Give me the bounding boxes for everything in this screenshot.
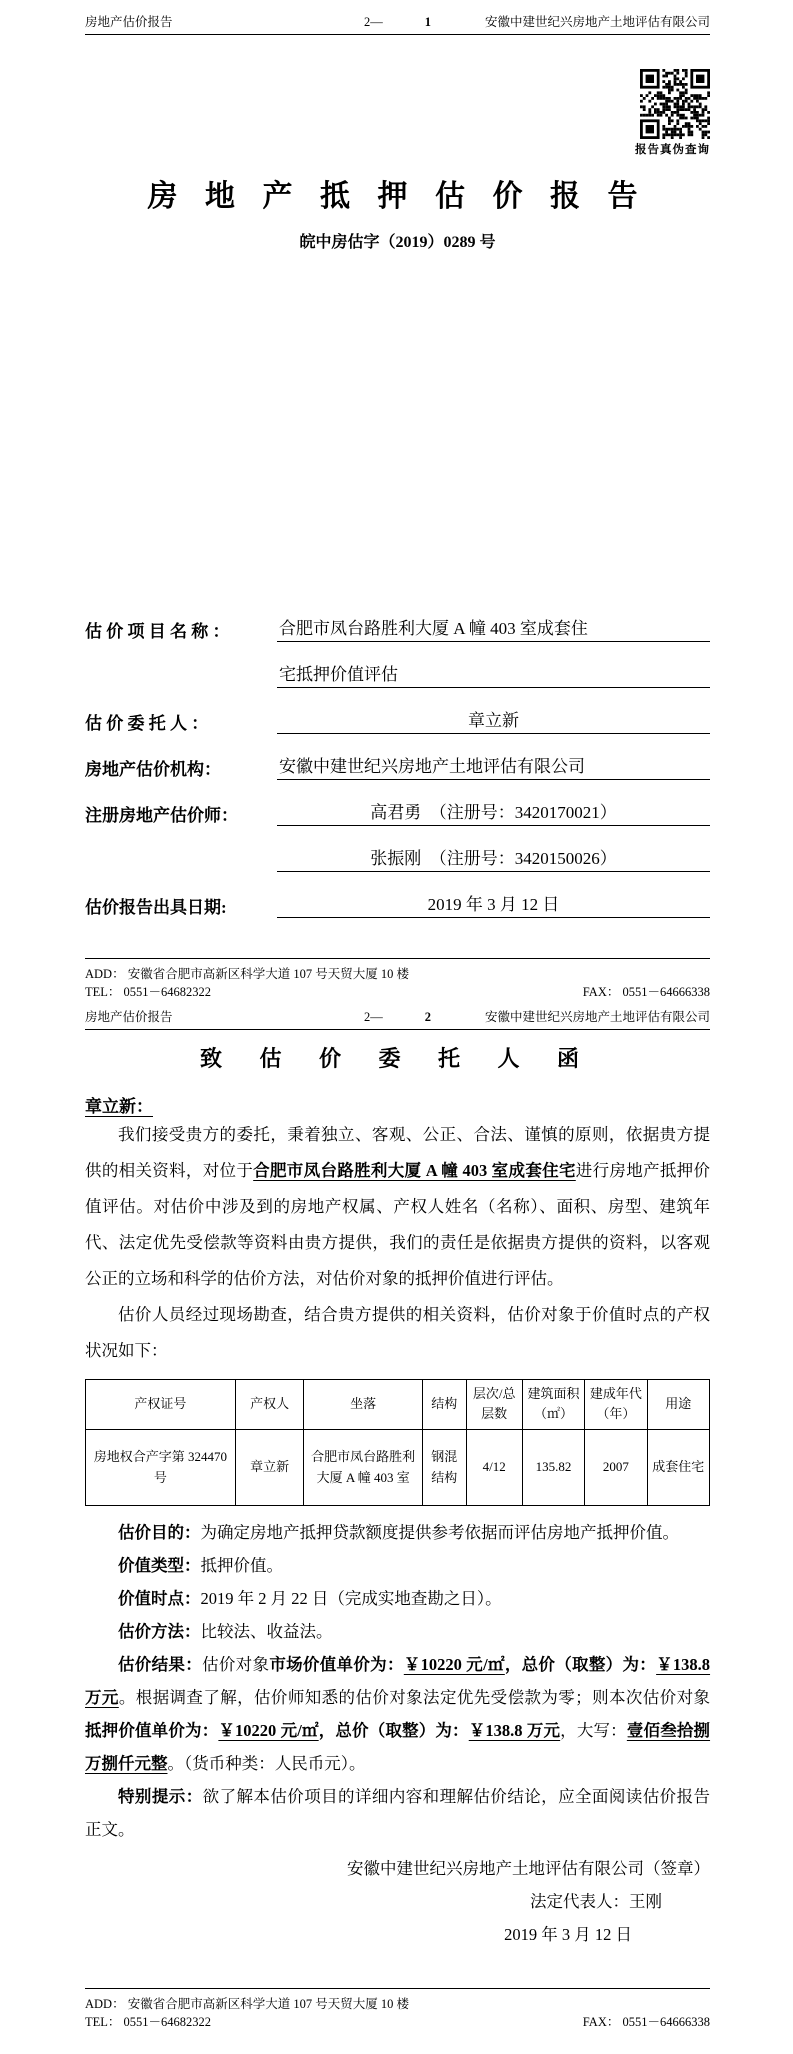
field-client [85, 696, 710, 734]
field-value: 高君勇 （注册号：3420170021） [277, 798, 710, 826]
field-value: 宅抵押价值评估 [277, 660, 710, 688]
ownership-table [85, 1379, 710, 1507]
report-number: 皖中房估字（2019）0289 号 [299, 234, 496, 251]
page-indicator [364, 15, 431, 30]
footer-address: ADD： 安徽省合肥市高新区科学大道 107 号天贸大厦 10 楼 [85, 967, 409, 981]
th-area: 建筑面积（㎡） [522, 1379, 584, 1430]
field-label: 注册房地产估价师： [85, 806, 238, 825]
th-structure: 结构 [422, 1379, 466, 1430]
field-project-name-cont [85, 650, 710, 688]
item-method: 估价方法：比较法、收益法。 [118, 1622, 333, 1642]
cell-location: 合肥市凤台路胜利大厦 A 幢 403 室 [304, 1430, 423, 1506]
footer-tel: TEL： 0551－64682322 [85, 985, 212, 1000]
field-label: 估价报告出具日期: [85, 898, 227, 917]
table-row [86, 1430, 710, 1506]
th-owner: 产权人 [235, 1379, 304, 1430]
doc-type-label: 房地产估价报告 [85, 15, 173, 29]
appraisal-items [85, 1516, 710, 1846]
signature-block [85, 1852, 710, 1951]
field-value: 章立新 [277, 706, 710, 734]
amount-in-words: 壹佰叁拾捌万捌仟元整 [85, 1721, 711, 1774]
letter-title: 致 估 价 委 托 人 函 [199, 1046, 595, 1072]
page1-footer [85, 958, 710, 1001]
th-floor: 层次/总层数 [466, 1379, 522, 1430]
cell-owner: 章立新 [235, 1430, 304, 1506]
cell-year-built: 2007 [585, 1430, 647, 1506]
qr-code [640, 69, 710, 139]
total-price-value: ￥138.8 万元 [85, 1655, 711, 1708]
table-header-row [86, 1379, 710, 1430]
cover-form [85, 604, 710, 918]
page1-running-header [85, 12, 710, 35]
field-value: 2019 年 3 月 12 日 [277, 890, 710, 918]
paragraph-survey: 估价人员经过现场勘查，结合贵方提供的相关资料，估价对象于价值时点的产权状况如下： [85, 1304, 710, 1360]
signature-legal-rep: 法定代表人：王刚 [530, 1892, 662, 1912]
page2-running-header [85, 1007, 710, 1030]
salutation: 章立新： [85, 1096, 153, 1116]
cell-structure: 钢混结构 [422, 1430, 466, 1506]
page2-footer [85, 1988, 710, 2031]
cell-area: 135.82 [522, 1430, 584, 1506]
mortgage-unit-price-value: ￥10220 元/㎡ [218, 1721, 319, 1741]
cell-use: 成套住宅 [647, 1430, 709, 1506]
field-project-name [85, 604, 710, 642]
th-location: 坐落 [304, 1379, 423, 1430]
subject-property-highlight: 合肥市凤台路胜利大厦 A 幢 403 室成套住宅 [253, 1160, 576, 1180]
field-value: 合肥市凤台路胜利大厦 A 幢 403 室成套住 [277, 614, 710, 642]
th-certificate-no: 产权证号 [86, 1379, 236, 1430]
footer-fax: FAX： 0551－64666338 [582, 985, 710, 1000]
mortgage-total-price-value: ￥138.8 万元 [468, 1721, 561, 1741]
paragraph-commission: 我们接受贵方的委托，秉着独立、客观、公正、合法、谨慎的原则，依据贵方提供的相关资料，对位于合肥市凤台路胜利大厦 A 幢 403 室成套住宅进行房地产抵押价值评估。对估价中涉及到的房地产权属、产权人姓名（名称）、面积、房型、建筑年代、法定优先受偿款等资料由贵方提供，我们的责任是依据贵方提供的资料，以客观公正的立场和科学的估价方法，对估价对象的抵押价值进行评估。 [85, 1124, 711, 1288]
item-value-type: 价值类型：抵押价值。 [118, 1556, 283, 1576]
unit-price-value: ￥10220 元/㎡ [403, 1655, 505, 1675]
field-appraiser-2 [85, 834, 710, 872]
company-label: 安徽中建世纪兴房地产土地评估有限公司 [484, 15, 710, 29]
company-label: 安徽中建世纪兴房地产土地评估有限公司 [484, 1010, 710, 1025]
footer-fax: FAX： 0551－64666338 [582, 2015, 710, 2030]
field-value: 安徽中建世纪兴房地产土地评估有限公司 [277, 752, 710, 780]
th-year-built: 建成年代（年） [585, 1379, 647, 1430]
item-value-date: 价值时点：2019 年 2 月 22 日（完成实地查勘之日）。 [118, 1589, 502, 1609]
qr-caption: 报告真伪查询 [635, 144, 710, 156]
special-note: 特别提示：欲了解本估价项目的详细内容和理解估价结论，应全面阅读估价报告正文。 [85, 1787, 711, 1840]
item-purpose: 估价目的：为确定房地产抵押贷款额度提供参考依据而评估房地产抵押价值。 [118, 1523, 679, 1543]
footer-contact-row [85, 2013, 710, 2031]
field-issue-date [85, 880, 710, 918]
footer-tel: TEL： 0551－64682322 [85, 2015, 212, 2030]
th-use: 用途 [647, 1379, 709, 1430]
page-number: 2 [424, 1010, 431, 1025]
signature-date: 2019 年 3 月 12 日 [504, 1925, 632, 1945]
page-number: 1 [424, 15, 431, 29]
field-agency [85, 742, 710, 780]
footer-address: ADD： 安徽省合肥市高新区科学大道 107 号天贸大厦 10 楼 [85, 1997, 409, 2011]
cell-floor: 4/12 [466, 1430, 522, 1506]
footer-contact-row [85, 983, 710, 1001]
page-total-label: 2— [364, 1010, 383, 1025]
result-paragraph: 估价结果：估价对象市场价值单价为：￥10220 元/㎡，总价（取整）为：￥138.8 万元。根据调查了解，估价师知悉的估价对象法定优先受偿款为零；则本次估价对象抵押价值单价为：￥10220 元/㎡，总价（取整）为：￥138.8 万元，大写：壹佰叁拾捌万捌仟元整。（货币种类：人民币元）。 [85, 1655, 711, 1774]
cell-certificate-no: 房地权合产字第 324470 号 [86, 1430, 236, 1506]
field-label: 估 价 项 目 名 称 ： [85, 622, 230, 641]
page-indicator [364, 1010, 431, 1025]
report-title: 房 地 产 抵 押 估 价 报 告 [147, 180, 648, 213]
doc-type-label: 房地产估价报告 [85, 1010, 173, 1025]
page-total-label: 2— [364, 15, 383, 29]
field-value: 张振刚 （注册号：3420150026） [277, 844, 710, 872]
field-label: 估 价 委 托 人 ： [85, 714, 209, 733]
field-label: 房地产估价机构： [85, 760, 221, 779]
field-appraiser-1 [85, 788, 710, 826]
signature-company: 安徽中建世纪兴房地产土地评估有限公司（签章） [347, 1859, 710, 1879]
qr-block [85, 69, 710, 157]
